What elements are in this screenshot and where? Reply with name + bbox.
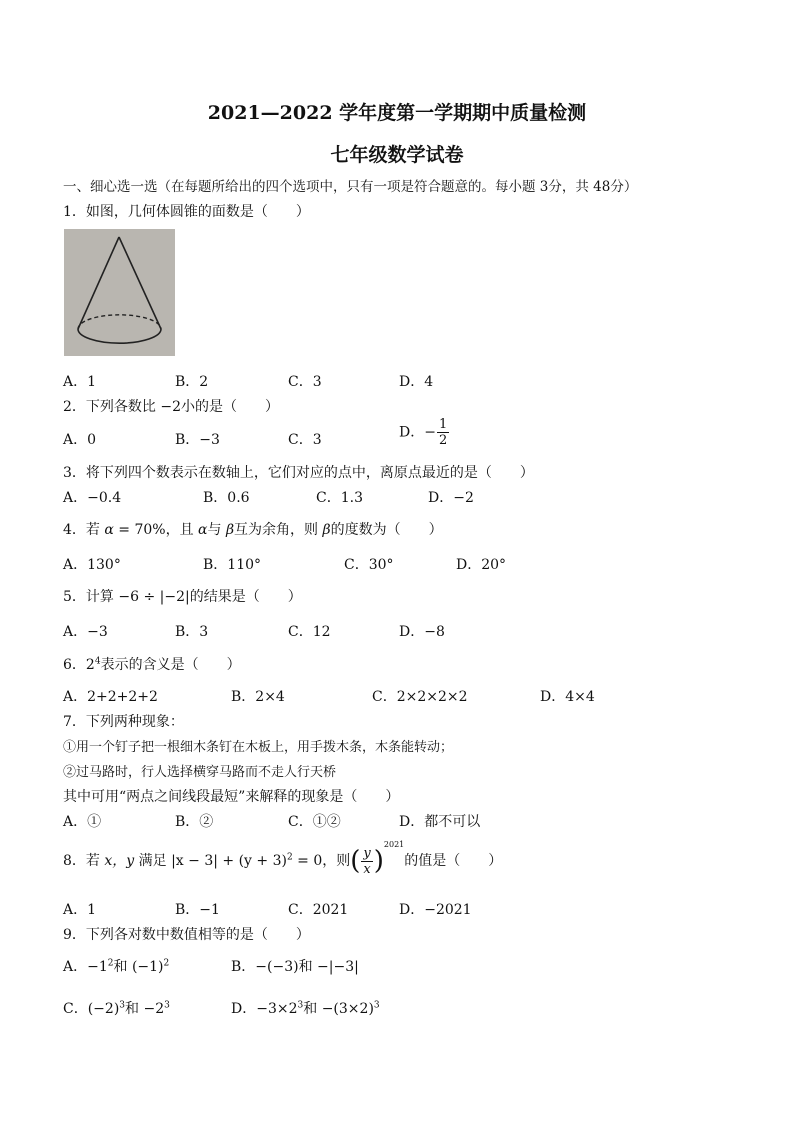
- q1-option-a[interactable]: A．1: [63, 374, 97, 390]
- q5-option-d[interactable]: D．−8: [399, 624, 445, 640]
- q8-option-b[interactable]: B．−1: [175, 902, 220, 918]
- q7-item-1: ①用一个钉子把一根细木条钉在木板上，用手拨木条，木条能转动；: [63, 740, 454, 755]
- q8-option-a[interactable]: A．1: [63, 902, 97, 918]
- q5-stem: 5．计算 −6 ÷ |−2|的结果是（ ）: [63, 589, 302, 605]
- q3-option-b[interactable]: B．0.6: [203, 490, 250, 506]
- q1-option-b[interactable]: B．2: [175, 374, 209, 390]
- q8-option-c[interactable]: C．2021: [288, 902, 349, 918]
- q2-stem: 2．下列各数比 −2小的是（ ）: [63, 399, 279, 415]
- q3-stem: 3．将下列四个数表示在数轴上，它们对应的点中，离原点最近的是（ ）: [63, 465, 534, 481]
- cone-figure: [64, 229, 175, 356]
- q2-option-c[interactable]: C．3: [288, 432, 322, 448]
- q3-option-d[interactable]: D．−2: [428, 490, 474, 506]
- q1-stem: 1．如图，几何体圆锥的面数是（ ）: [63, 204, 310, 220]
- q7-item-2: ②过马路时，行人选择横穿马路而不走人行天桥: [63, 765, 337, 780]
- q2-option-a[interactable]: A．0: [63, 432, 97, 448]
- q3-option-c[interactable]: C．1.3: [316, 490, 363, 506]
- q7-question: 其中可用“两点之间线段最短”来解释的现象是（ ）: [63, 789, 400, 805]
- q6-option-a[interactable]: A．2+2+2+2: [63, 689, 158, 705]
- q8-stem: 8．若 x，y 满足 $|x - 3| + (y + 3)^2 = 0$，则( $\frac{y}{x}$ )$^{2021}$的值是（ ）: [63, 840, 503, 877]
- q2-option-b[interactable]: B．−3: [175, 432, 220, 448]
- q5-option-b[interactable]: B．3: [175, 624, 209, 640]
- q7-option-a[interactable]: A．①: [63, 814, 102, 830]
- q1-option-c[interactable]: C．3: [288, 374, 322, 390]
- q9-option-c[interactable]: C．$(-2)^3$和 $-2^3$: [63, 1000, 170, 1017]
- q5-option-c[interactable]: C．12: [288, 624, 331, 640]
- section-heading: 一、细心选一选（在每题所给出的四个选项中，只有一项是符合题意的。每小题 3分，共 48分）: [63, 179, 638, 195]
- q4-option-d[interactable]: D．20°: [456, 557, 507, 573]
- q8-option-d[interactable]: D．−2021: [399, 902, 472, 918]
- exam-subtitle: 七年级数学试卷: [330, 144, 464, 166]
- q7-option-d[interactable]: D．都不可以: [399, 814, 481, 830]
- q4-option-b[interactable]: B．110°: [203, 557, 262, 573]
- q7-option-b[interactable]: B．②: [175, 814, 214, 830]
- q9-option-d[interactable]: D．$-3\times 2^3$和 $-(3\times 2)^3$: [231, 1000, 380, 1017]
- q6-option-b[interactable]: B．2×4: [231, 689, 285, 705]
- q4-stem: 4．若 α = 70%，且 α与 β互为余角，则 β的度数为（ ）: [63, 522, 443, 538]
- q9-option-a[interactable]: A．$-1^2$和 $(-1)^2$: [63, 958, 170, 975]
- q1-option-d[interactable]: D．4: [399, 374, 434, 390]
- q2-option-d[interactable]: D．− $\frac{1}{2}$: [399, 417, 448, 448]
- q4-option-c[interactable]: C．30°: [344, 557, 394, 573]
- exam-title: 2021—2022 学年度第一学期期中质量检测: [207, 102, 587, 124]
- q6-option-d[interactable]: D．4×4: [540, 689, 595, 705]
- q3-option-a[interactable]: A．−0.4: [63, 490, 122, 506]
- q4-option-a[interactable]: A．130°: [63, 557, 121, 573]
- q7-stem: 7．下列两种现象：: [63, 714, 184, 730]
- q6-stem: 6．$2^4$表示的含义是（ ）: [63, 656, 241, 673]
- q6-option-c[interactable]: C．2×2×2×2: [372, 689, 468, 705]
- q7-option-c[interactable]: C．①②: [288, 814, 341, 830]
- q9-option-b[interactable]: B．−(−3)和 −|−3|: [231, 959, 359, 975]
- q9-stem: 9．下列各对数中数值相等的是（ ）: [63, 927, 310, 943]
- cone-drawing: [64, 229, 175, 356]
- q5-option-a[interactable]: A．−3: [63, 624, 108, 640]
